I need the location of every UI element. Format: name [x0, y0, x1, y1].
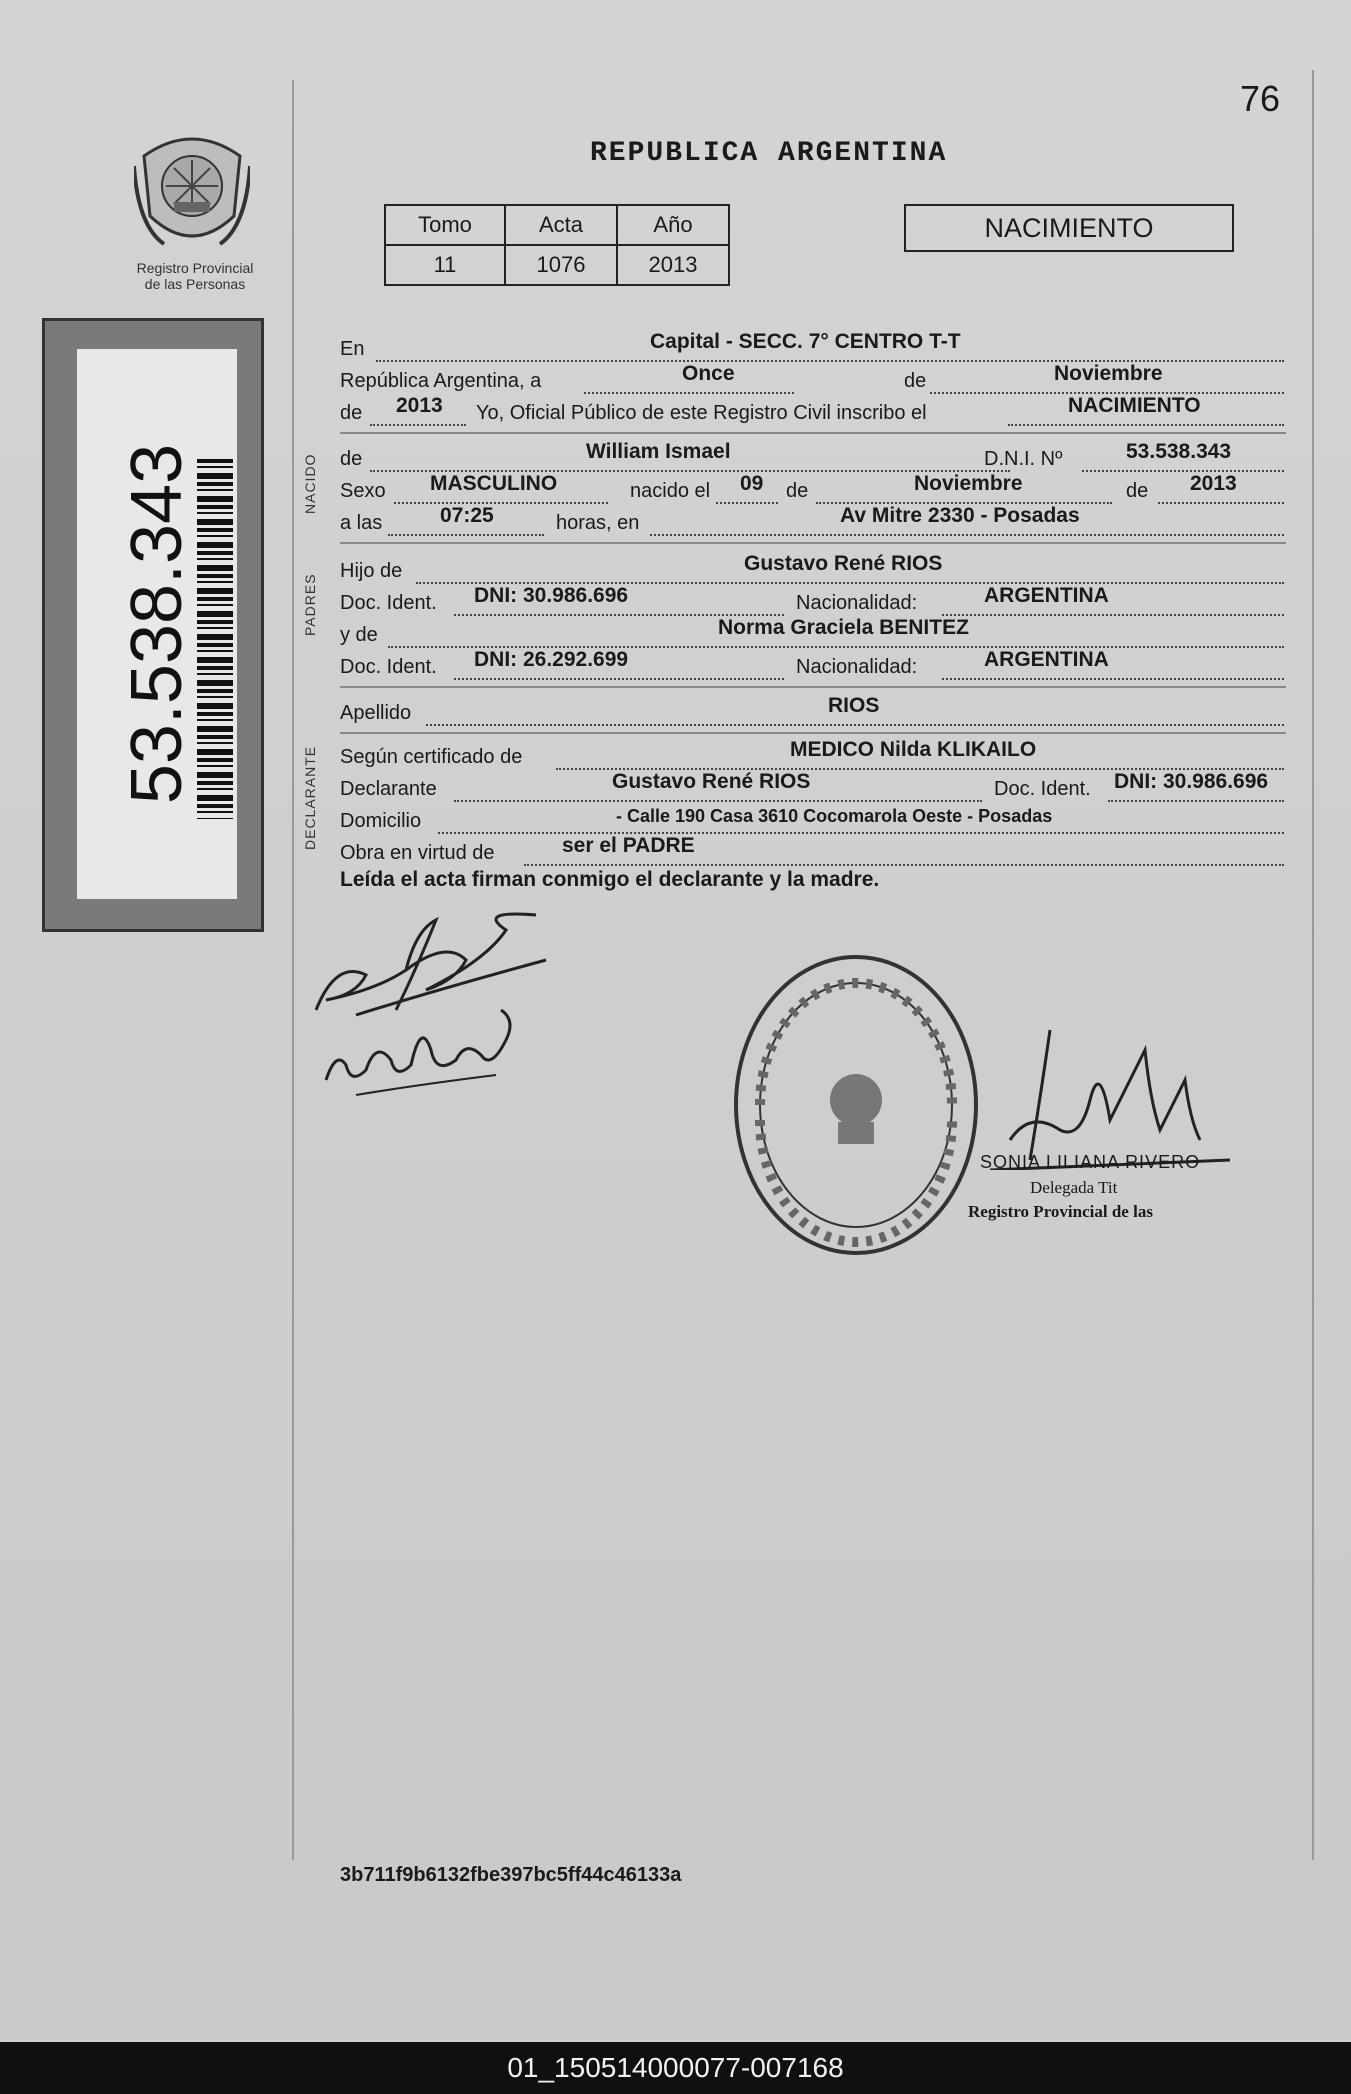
- registry-table-value-row: [385, 245, 729, 285]
- label-de: de: [904, 370, 927, 392]
- section-label-padres: PADRES: [302, 573, 318, 636]
- registry-table-header-row: [385, 205, 729, 245]
- value-lugar: Av Mitre 2330 - Posadas: [840, 504, 1080, 527]
- official-title: Delegada Tit: [1030, 1178, 1118, 1197]
- row-padre-doc: [340, 584, 1286, 618]
- record-type-box: NACIMIENTO: [904, 204, 1234, 252]
- label-de-anio: de: [340, 402, 363, 424]
- value-localidad: Capital - SECC. 7° CENTRO T-T: [650, 330, 961, 353]
- label-doc-madre: Doc. Ident.: [340, 656, 437, 678]
- registry-table: [384, 204, 730, 286]
- section-divider: [340, 732, 1286, 734]
- left-margin-rule: [292, 80, 294, 1860]
- value-madre-doc: DNI: 26.292.699: [474, 648, 629, 671]
- value-domicilio: - Calle 190 Casa 3610 Cocomarola Oeste - Posadas: [616, 806, 1053, 826]
- label-yo-oficial: Yo, Oficial Público de este Registro Civil inscribo el: [476, 402, 927, 424]
- row-declarante: [340, 770, 1286, 804]
- value-obra: ser el PADRE: [562, 834, 695, 857]
- section-divider: [340, 542, 1286, 544]
- value-declarante-doc: DNI: 30.986.696: [1114, 770, 1269, 793]
- barcode-bars: [197, 459, 233, 819]
- label-nacido-de2: de: [1126, 480, 1149, 502]
- value-padre: Gustavo René RIOS: [744, 552, 943, 575]
- label-sexo: Sexo: [340, 480, 386, 502]
- logo-caption: [110, 260, 280, 292]
- table-header-tomo: Tomo: [385, 205, 505, 245]
- value-certificado: MEDICO Nilda KLIKAILO: [790, 738, 1037, 761]
- table-header-anio: Año: [617, 205, 729, 245]
- declarante-signature: [296, 900, 566, 1100]
- value-nacido-mes: Noviembre: [914, 472, 1023, 495]
- label-nacionalidad-padre: Nacionalidad:: [796, 592, 918, 614]
- label-hora: a las: [340, 512, 383, 534]
- section-divider: [340, 686, 1286, 688]
- table-value-acta: 1076: [505, 245, 617, 285]
- row-madre-doc: [340, 648, 1286, 682]
- barcode-number: 53.538.343: [117, 443, 197, 805]
- value-dni: 53.538.343: [1126, 440, 1232, 463]
- row-apellido: [340, 694, 1286, 728]
- value-declarante: Gustavo René RIOS: [612, 770, 811, 793]
- row-nombre: [340, 440, 1286, 474]
- row-certificado: [340, 738, 1286, 772]
- provincial-crest-logo: [134, 126, 250, 254]
- official-office: Registro Provincial de las: [968, 1202, 1153, 1221]
- row-padre: [340, 552, 1286, 586]
- value-nombre: William Ismael: [586, 440, 731, 463]
- document-title: REPUBLICA ARGENTINA: [590, 138, 948, 169]
- value-dia-texto: Once: [682, 362, 735, 385]
- table-header-acta: Acta: [505, 205, 617, 245]
- label-y-de: y de: [340, 624, 378, 646]
- label-horas-en: horas, en: [556, 512, 640, 534]
- row-sexo: [340, 472, 1286, 506]
- footer-id-bar: [0, 2042, 1351, 2094]
- official-seal: [730, 950, 982, 1260]
- logo-caption-line1: Registro Provincial: [136, 260, 254, 276]
- value-apellido: RIOS: [828, 694, 880, 717]
- closing-statement: Leída el acta firman conmigo el declarante y la madre.: [340, 868, 880, 891]
- barcode-card: [42, 318, 264, 932]
- page-number: 76: [1240, 78, 1281, 119]
- table-value-tomo: 11: [385, 245, 505, 285]
- label-nacionalidad-madre: Nacionalidad:: [796, 656, 918, 678]
- label-declarante: Declarante: [340, 778, 437, 800]
- value-madre-nacionalidad: ARGENTINA: [984, 648, 1109, 671]
- value-sexo: MASCULINO: [430, 472, 558, 495]
- label-domicilio: Domicilio: [340, 810, 422, 832]
- label-republica: República Argentina, a: [340, 370, 542, 392]
- label-certificado: Según certificado de: [340, 746, 523, 768]
- row-domicilio: [340, 808, 1286, 836]
- label-doc-declarante: Doc. Ident.: [994, 778, 1091, 800]
- right-margin-rule: [1312, 70, 1314, 1860]
- row-inscripcion: [340, 394, 1286, 428]
- table-value-anio: 2013: [617, 245, 729, 285]
- value-nacido-dia: 09: [740, 472, 764, 495]
- label-hijo-de: Hijo de: [340, 560, 403, 582]
- row-hora: [340, 504, 1286, 538]
- official-signature: [970, 1020, 1240, 1170]
- section-label-declarante: DECLARANTE: [302, 745, 318, 850]
- section-label-nacido: NACIDO: [302, 453, 318, 514]
- value-madre: Norma Graciela BENITEZ: [718, 616, 969, 639]
- barcode-panel: [77, 349, 237, 899]
- value-mes-texto: Noviembre: [1054, 362, 1163, 385]
- row-obra: [340, 834, 1286, 868]
- label-apellido: Apellido: [340, 702, 412, 724]
- logo-caption-line2: de las Personas: [144, 276, 246, 292]
- label-doc-padre: Doc. Ident.: [340, 592, 437, 614]
- official-name: SONIA LILIANA RIVERO: [980, 1152, 1201, 1172]
- label-nacido-de1: de: [786, 480, 809, 502]
- label-obra: Obra en virtud de: [340, 842, 495, 864]
- value-nacido-anio: 2013: [1190, 472, 1237, 495]
- row-en: [340, 330, 1286, 364]
- label-en: En: [340, 338, 365, 360]
- value-anio: 2013: [396, 394, 443, 417]
- footer-id: 01_150514000077-007168: [507, 2052, 844, 2083]
- section-divider: [340, 432, 1286, 434]
- label-nacido-el: nacido el: [630, 480, 711, 502]
- row-madre: [340, 616, 1286, 650]
- label-nombre: de: [340, 448, 363, 470]
- label-dni: D.N.I. Nº: [984, 448, 1063, 470]
- value-padre-doc: DNI: 30.986.696: [474, 584, 629, 607]
- value-inscribo: NACIMIENTO: [1068, 394, 1201, 417]
- value-padre-nacionalidad: ARGENTINA: [984, 584, 1109, 607]
- row-fecha-acta: [340, 362, 1286, 396]
- value-hora: 07:25: [440, 504, 494, 527]
- document-hash: 3b711f9b6132fbe397bc5ff44c46133a: [340, 1864, 682, 1886]
